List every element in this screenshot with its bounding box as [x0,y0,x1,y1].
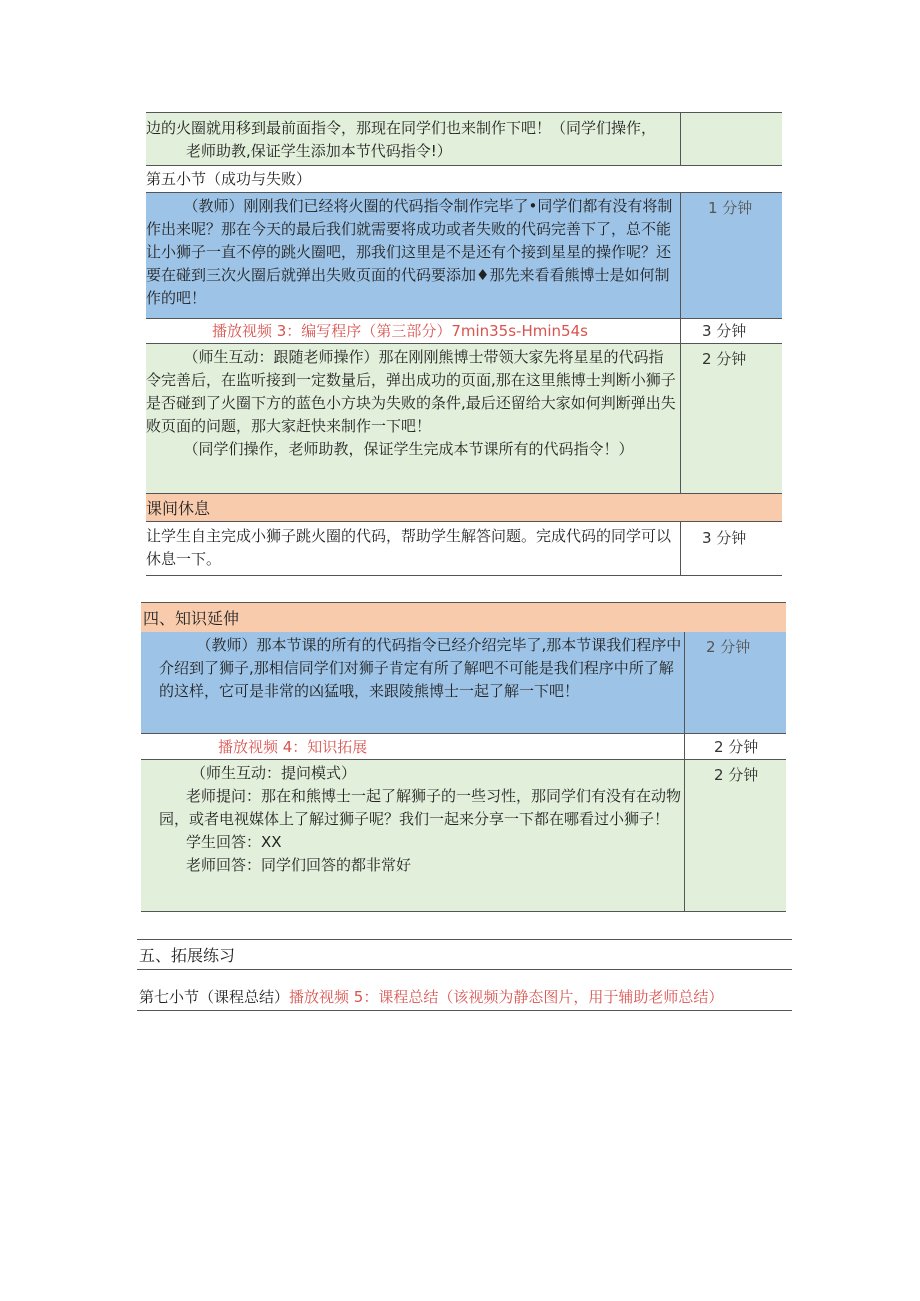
video3-time: 3 分钟 [702,322,747,340]
video4-time: 2 分钟 [714,738,759,756]
video3-label: 播放视频 3：编写程序（第三部分）7min35s-Hmin54s [212,322,588,340]
section5-teacher-row [146,193,782,319]
intro-row [146,112,782,166]
section7-title: 第七小节（课程总结） [139,988,290,1006]
video3-row [146,319,782,344]
section5-teacher-text: （教师）刚刚我们已经将火圈的代码指令制作完毕了•同学们都有没有将制作出来呢？那在今天的最后我们就需要将成功或者失败的代码完善下了，总不能让小狮子一直不停的跳火圈吧，那我们这里是不是还有个接到星星的操作呢？还要在碰到三次火圈后就弹出失败页面的代码要添加♦那先来看看熊博士是如何制作的吧！ [146,197,673,307]
section4-interact-row [141,760,786,912]
section5b-title: 五、拓展练习 [139,946,236,965]
section7-row [137,986,792,1011]
section4-student-answer: 学生回答：XX [186,833,282,851]
section4-teacher-row [141,632,786,734]
intro-line-2: 老师助教,保证学生添加本节代码指令!） [186,142,452,160]
section4-interact-title: （师生互动：提问模式） [191,764,357,782]
break-title: 课间休息 [146,499,211,518]
interact5-row [146,344,782,494]
interact5-time: 2 分钟 [702,350,747,368]
intro-line-1: 边的火圈就用移到最前面指令，那现在同学们也来制作下吧！（同学们操作， [146,119,657,137]
break-row [146,522,782,576]
video4-label: 播放视频 4：知识拓展 [218,738,368,756]
section7-video5: 播放视频 5：课程总结（该视频为静态图片，用于辅助老师总结） [289,988,724,1006]
section4-teacher-answer: 老师回答：同学们回答的都非常好 [186,856,412,874]
interact5-text: （师生互动：跟随老师操作）那在刚刚熊博士带领大家先将星星的代码指令完善后，在监听接到一定数量后，弹出成功的页面,那在这里熊博士判断小狮子是否碰到了火圈下方的蓝色小方块为失败的条件,最后还留给大家如何判断弹出失败页面的问题，那大家赶快来制作一下吧！ [146,348,676,435]
break-text: 让学生自主完成小狮子跳火圈的代码，帮助学生解答问题。完成代码的同学可以休息一下。 [146,527,672,568]
section4-header [141,602,786,632]
section5b-row [137,939,792,970]
break-header [146,494,782,522]
section5-teacher-time: 1 分钟 [708,199,753,217]
section4-interact-time: 2 分钟 [714,766,759,784]
interact5-note: （同学们操作，老师助教，保证学生完成本节课所有的代码指令！） [183,440,634,458]
section4-title: 四、知识延伸 [143,609,240,628]
video4-row [141,734,786,760]
section5-title: 第五小节（成功与失败） [146,170,312,188]
section4-teacher-time: 2 分钟 [706,638,751,656]
break-time: 3 分钟 [702,529,747,547]
section4-question: 老师提问：那在和熊博士一起了解狮子的一些习性，那同学们有没有在动物园，或者电视媒体上了解过狮子呢？我们一起来分享一下都在哪看过小狮子！ [159,787,682,828]
section4-teacher-text: （教师）那本节课的所有的代码指令已经介绍完毕了,那本节课我们程序中介绍到了狮子,那相信同学们对狮子肯定有所了解吧不可能是我们程序中所了解的这样，它可是非常的凶猛哦，来跟陵熊博士一起了解一下吧！ [159,636,682,700]
section5-title-row [146,166,782,193]
